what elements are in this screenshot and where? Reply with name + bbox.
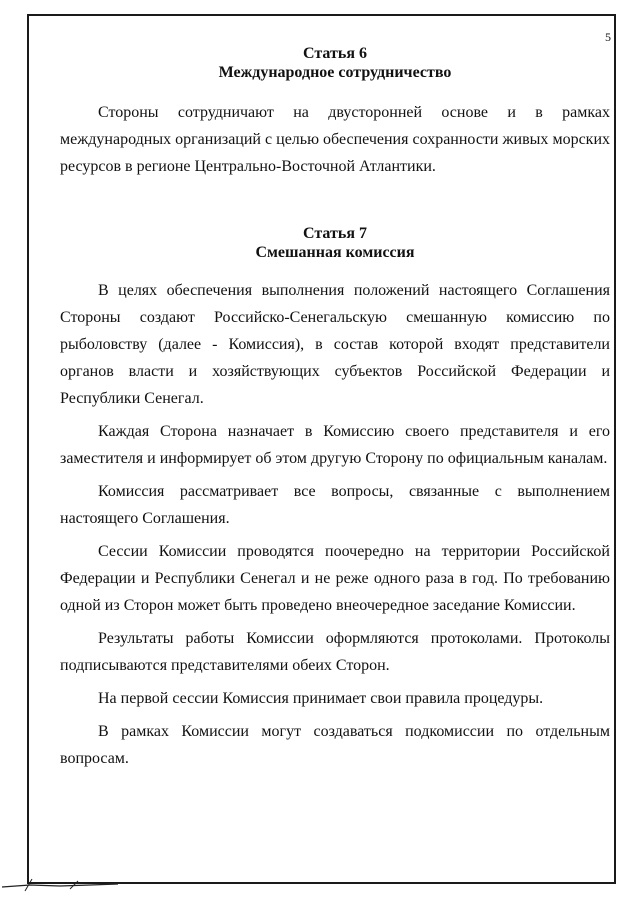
article-7-paragraph-4: Сессии Комиссии проводятся поочередно на территории Российской Федерации и Республики Сенегал и не реже одного раза в год. По требованию одной из Сторон может быть проведено внеочередное заседание Комиссии. [60, 543, 610, 614]
article-7-paragraph-1: В целях обеспечения выполнения положений настоящего Соглашения Стороны создают Российско-Сенегальскую смешанную комиссию по рыболовству (далее - Комиссия), в состав которой входят представители органов власти и хозяйствующих субъектов Российской Федерации и Республики Сенегал. [60, 282, 610, 407]
article-7-paragraph-7: В рамках Комиссии могут создаваться подкомиссии по отдельным вопросам. [60, 723, 610, 767]
article-6 [60, 44, 610, 180]
article-7-number: Статья 7 [303, 225, 367, 242]
document-body [60, 40, 610, 778]
scan-edge-mark [0, 873, 120, 893]
article-7-paragraph-2: Каждая Сторона назначает в Комиссию своего представителя и его заместителя и информирует об этом другую Сторону по официальным каналам. [60, 423, 610, 467]
article-6-paragraph-1: Стороны сотрудничают на двусторонней основе и в рамках международных организаций с целью обеспечения сохранности живых морских ресурсов в регионе Центрально-Восточной Атлантики. [60, 104, 610, 175]
article-6-number: Статья 6 [303, 45, 367, 62]
page-number: 5 [605, 30, 611, 44]
article-7-title: Смешанная комиссия [255, 244, 415, 261]
article-6-title: Международное сотрудничество [218, 64, 452, 81]
article-7-paragraph-5: Результаты работы Комиссии оформляются протоколами. Протоколы подписываются представителями обеих Сторон. [60, 630, 610, 674]
article-7 [60, 224, 610, 772]
article-7-paragraph-6: На первой сессии Комиссия принимает свои правила процедуры. [98, 690, 544, 707]
article-7-paragraph-3: Комиссия рассматривает все вопросы, связанные с выполнением настоящего Соглашения. [60, 483, 610, 527]
